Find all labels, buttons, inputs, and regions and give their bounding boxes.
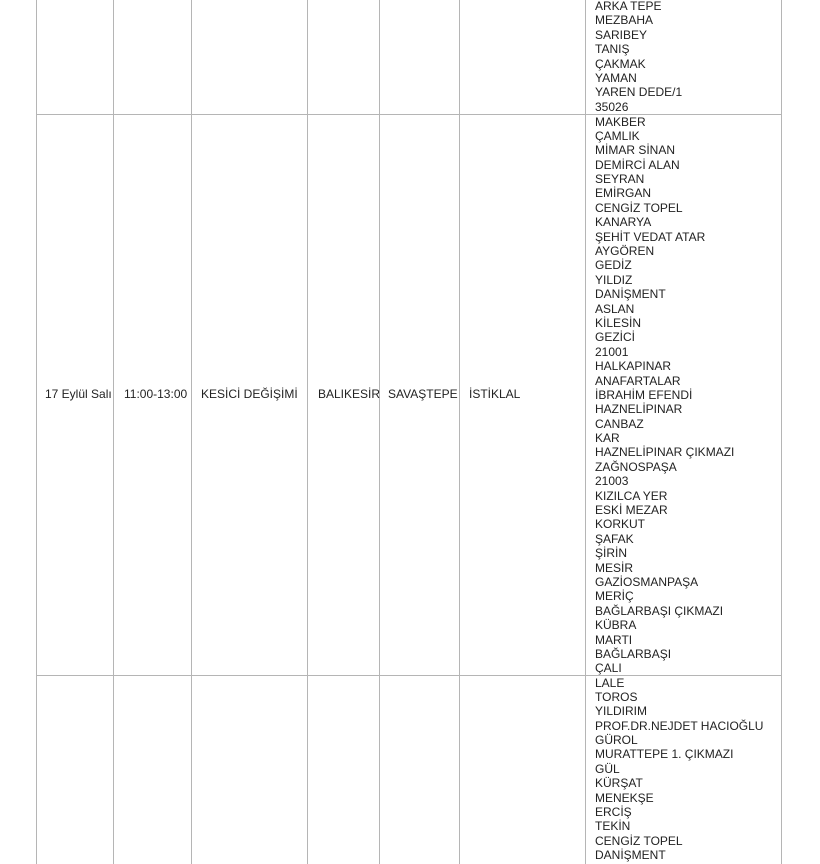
street-item: 21003: [595, 474, 629, 489]
street-item: ŞEHİT VEDAT ATAR: [595, 229, 706, 244]
street-item: TOROS: [595, 689, 638, 704]
street-item: İBRAHİM EFENDİ: [595, 387, 693, 402]
column-border: [459, 0, 460, 864]
street-item: MARTI: [595, 632, 633, 647]
column-border: [585, 0, 586, 864]
work-cell: KESİCİ DEĞİŞİMİ: [201, 387, 298, 401]
street-item: MAKBER: [595, 114, 646, 129]
street-item: ZAĞNOSPAŞA: [595, 459, 677, 474]
street-item: 35026: [595, 99, 629, 114]
street-item: YILDIZ: [595, 272, 633, 287]
street-list: [595, 0, 682, 114]
street-item: ŞİRİN: [595, 546, 628, 561]
street-item: YAMAN: [595, 70, 637, 85]
street-item: MİMAR SİNAN: [595, 143, 676, 158]
street-item: BAĞLARBAŞI: [595, 646, 672, 661]
street-item: TANIŞ: [595, 42, 630, 57]
street-item: BAĞLARBAŞI ÇIKMAZI: [595, 603, 724, 618]
street-item: HAZNELİPINAR ÇIKMAZI: [595, 445, 735, 460]
street-item: DANİŞMENT: [595, 287, 666, 302]
street-item: CENGİZ TOPEL: [595, 833, 683, 848]
street-item: ÇAMLIK: [595, 128, 640, 143]
street-item: GEDİZ: [595, 258, 632, 273]
column-border: [781, 0, 782, 864]
time-cell: 11:00-13:00: [124, 387, 188, 401]
street-item: KANARYA: [595, 215, 652, 230]
column-border: [36, 0, 37, 864]
street-item: KİLESİN: [595, 315, 642, 330]
street-list: [595, 676, 763, 863]
district-cell: SAVAŞTEPE: [388, 387, 458, 401]
street-item: ÇALI: [595, 661, 622, 676]
street-item: KAR: [595, 431, 620, 446]
street-item: KÜRŞAT: [595, 776, 643, 791]
date-cell: 17 Eylül Salı: [45, 387, 112, 401]
street-item: EMİRGAN: [595, 186, 652, 201]
street-item: ESKİ MEZAR: [595, 503, 668, 518]
street-item: ARKA TEPE: [595, 0, 662, 13]
street-item: MEZBAHA: [595, 13, 654, 28]
column-border: [307, 0, 308, 864]
street-item: MERİÇ: [595, 589, 634, 604]
street-item: MURATTEPE 1. ÇIKMAZI: [595, 747, 734, 762]
street-item: ANAFARTALAR: [595, 373, 681, 388]
street-item: KORKUT: [595, 517, 646, 532]
street-item: HAZNELİPINAR: [595, 402, 683, 417]
street-item: KÜBRA: [595, 618, 637, 633]
street-item: GÜROL: [595, 733, 638, 748]
street-item: SARIBEY: [595, 27, 648, 42]
street-item: CANBAZ: [595, 416, 644, 431]
street-item: YILDIRIM: [595, 704, 648, 719]
street-item: YAREN DEDE/1: [595, 85, 683, 100]
street-item: PROF.DR.NEJDET HACIOĞLU: [595, 718, 764, 733]
street-item: GÜL: [595, 761, 620, 776]
street-list: [595, 115, 734, 676]
street-item: 21001: [595, 344, 629, 359]
neighborhood-cell: İSTİKLAL: [469, 387, 521, 401]
street-item: GAZİOSMANPAŞA: [595, 575, 699, 589]
street-item: GEZİCİ: [595, 330, 636, 345]
street-item: ÇAKMAK: [595, 56, 646, 71]
column-border: [379, 0, 380, 864]
street-item: ŞAFAK: [595, 531, 634, 546]
street-item: MENEKŞE: [595, 790, 654, 805]
street-item: TEKİN: [595, 819, 631, 834]
column-border: [113, 0, 114, 864]
street-item: SEYRAN: [595, 172, 645, 187]
street-item: AYGÖREN: [595, 244, 655, 259]
street-item: ASLAN: [595, 301, 635, 316]
column-border: [191, 0, 192, 864]
province-cell: BALIKESİR: [318, 387, 381, 401]
street-item: CENGİZ TOPEL: [595, 200, 683, 215]
street-item: LALE: [595, 675, 625, 690]
street-item: MESİR: [595, 560, 634, 575]
street-item: DEMİRCİ ALAN: [595, 157, 680, 172]
street-item: DANİŞMENT: [595, 848, 666, 863]
street-item: KIZILCA YER: [595, 488, 668, 503]
street-item: ERCİŞ: [595, 805, 632, 820]
street-item: HALKAPINAR: [595, 359, 672, 374]
